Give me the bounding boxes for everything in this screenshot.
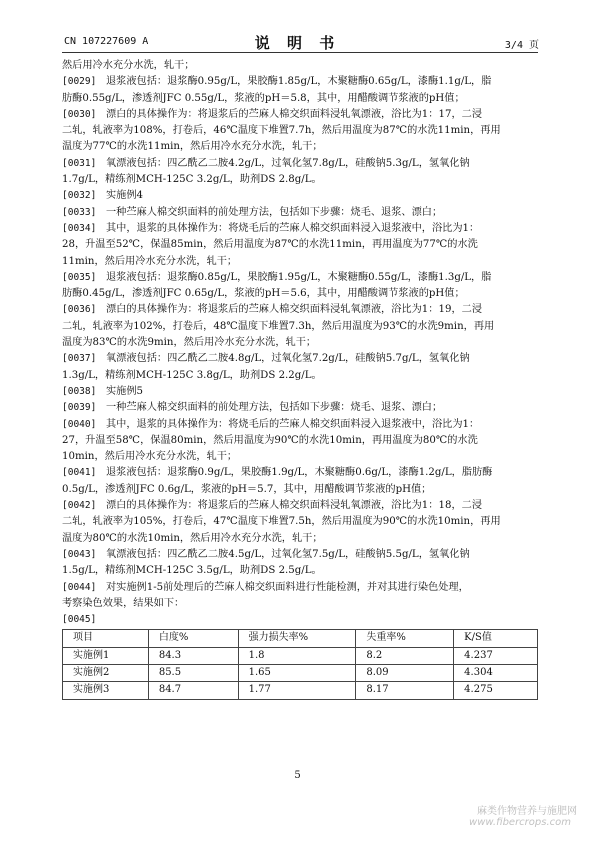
- table-cell: 8.17: [356, 682, 454, 699]
- table-header-cell: 项目: [63, 630, 149, 647]
- text-line: [62, 531, 540, 547]
- paragraph-text: 退浆液包括：退浆酶0.95g/L，果胶酶1.85g/L，木聚糖酶0.65g/L，漆酶1.1g/L，脂: [106, 76, 492, 88]
- paragraph-lines: [62, 58, 540, 628]
- paragraph-text: 肪酶0.55g/L，渗透剂JFC 0.55g/L，浆液的pH＝5.8，其中，用醋酸调节浆液的pH值；: [62, 92, 465, 104]
- text-line: [62, 156, 540, 172]
- text-line: [62, 351, 540, 367]
- table-header-row: [63, 630, 538, 647]
- paragraph-text: 1.5g/L，精练剂MCH-125C 3.5g/L，助剂DS 2.5g/L。: [62, 565, 322, 577]
- paragraph-number: [0037]: [62, 353, 97, 365]
- text-line: [62, 612, 540, 628]
- paragraph-text: 二轧，轧液率为105%，打卷后，47℃温度下堆置7.5h，然后用温度为90℃的水洗10min，再用: [62, 516, 501, 528]
- text-line: [62, 465, 540, 481]
- patent-number: CN 107227609 A: [64, 36, 149, 47]
- paragraph-text: 然后用冷水充分水洗，轧干；: [62, 60, 195, 71]
- text-line: [62, 221, 540, 237]
- text-line: [62, 91, 540, 107]
- paragraph-number: [0029]: [62, 76, 97, 88]
- table-cell: 1.8: [238, 647, 356, 664]
- table-header-cell: K/S值: [454, 630, 538, 647]
- watermark-url: www.fibercrops.com: [469, 817, 571, 828]
- table-cell: 实施例3: [63, 682, 149, 699]
- text-line: [62, 74, 540, 90]
- paragraph-text: 0.5g/L，渗透剂JFC 0.6g/L，浆液的pH＝5.7，其中，用醋酸调节浆液的pH值；: [62, 483, 432, 495]
- paragraph-text: 考察染色效果，结果如下：: [62, 597, 185, 609]
- paragraph-text: 实施例4: [106, 190, 144, 202]
- text-line: [62, 319, 540, 335]
- paragraph-number: [0045]: [62, 614, 97, 626]
- table-cell: 8.2: [356, 647, 454, 664]
- paragraph-text: 温度为80℃的水洗10min，然后用冷水充分水洗，轧干；: [62, 532, 323, 544]
- paragraph-number: [0043]: [62, 548, 97, 560]
- document-body: [62, 58, 540, 700]
- paragraph-number: [0032]: [62, 190, 97, 202]
- text-line: [62, 596, 540, 612]
- paragraph-text: 漂白的具体操作为：将退浆后的苎麻人棉交织面料浸轧氧漂液，浴比为1：19，二浸: [106, 304, 483, 316]
- text-line: [62, 335, 540, 351]
- text-line: [62, 188, 540, 204]
- text-line: [62, 482, 540, 498]
- paragraph-text: 漂白的具体操作为：将退浆后的苎麻人棉交织面料浸轧氧漂液，浴比为1：17，二浸: [106, 108, 483, 120]
- paragraph-text: 1.7g/L，精练剂MCH-125C 3.2g/L，助剂DS 2.8g/L。: [62, 174, 322, 186]
- paragraph-text: 氧漂液包括：四乙酰乙二胺4.8g/L，过氧化氢7.2g/L，硅酸钠5.7g/L，氢氧化钠: [106, 353, 470, 365]
- table-row: [63, 664, 538, 681]
- paragraph-text: 1.3g/L，精练剂MCH-125C 3.8g/L，助剂DS 2.2g/L。: [62, 369, 322, 381]
- paragraph-text: 其中，退浆的具体操作为：将烧毛后的苎麻人棉交织面料浸入退浆液中，浴比为1：: [106, 222, 480, 234]
- paragraph-text: 退浆液包括：退浆酶0.9g/L，果胶酶1.9g/L，木聚糖酶0.6g/L，漆酶1.2g/L，脂肪酶: [106, 467, 493, 479]
- text-line: [62, 254, 540, 270]
- paragraph-text: 温度为77℃的水洗11min，然后用冷水充分水洗，轧干；: [62, 141, 323, 153]
- paragraph-text: 退浆液包括：退浆酶0.85g/L，果胶酶1.95g/L，木聚糖酶0.55g/L，漆酶1.3g/L，脂: [106, 271, 492, 283]
- table-cell: 4.275: [454, 682, 538, 699]
- table-header-cell: 失重率%: [356, 630, 454, 647]
- paragraph-number: [0044]: [62, 581, 97, 593]
- paragraph-text: 11min，然后用冷水充分水洗，轧干；: [62, 255, 238, 267]
- paragraph-text: 温度为83℃的水洗9min，然后用冷水充分水洗，轧干；: [62, 337, 317, 349]
- table-header-cell: 白度%: [148, 630, 238, 647]
- paragraph-number: [0035]: [62, 271, 97, 283]
- text-line: [62, 172, 540, 188]
- table-cell: 4.237: [454, 647, 538, 664]
- paragraph-number: [0041]: [62, 467, 97, 479]
- text-line: [62, 302, 540, 318]
- paragraph-text: 氧漂液包括：四乙酰乙二胺4.2g/L，过氧化氢7.8g/L，硅酸钠5.3g/L，氢氧化钠: [106, 157, 470, 169]
- text-line: [62, 384, 540, 400]
- text-line: [62, 498, 540, 514]
- text-line: [62, 433, 540, 449]
- header-rule: [62, 52, 538, 53]
- document-title: 说 明 书: [254, 34, 341, 52]
- paragraph-text: 一种苎麻人棉交织面料的前处理方法，包括如下步骤：烧毛、退浆、漂白；: [106, 402, 443, 414]
- table-cell: 1.65: [238, 664, 356, 681]
- paragraph-number: [0030]: [62, 108, 97, 120]
- text-line: [62, 514, 540, 530]
- paragraph-text: 27，升温至58℃，保温80min，然后用温度为90℃的水洗10min，再用温度为80℃的水洗: [62, 434, 478, 446]
- text-line: [62, 368, 540, 384]
- text-line: [62, 139, 540, 155]
- table-cell: 84.3: [148, 647, 238, 664]
- page-number: 5: [294, 770, 301, 781]
- paragraph-number: [0031]: [62, 157, 97, 169]
- text-line: [62, 286, 540, 302]
- paragraph-text: 对实施例1-5前处理后的苎麻人棉交织面料进行性能检测，并对其进行染色处理，: [106, 581, 469, 593]
- paragraph-text: 氧漂液包括：四乙酰乙二胺4.5g/L，过氧化氢7.5g/L，硅酸钠5.5g/L，氢氧化钠: [106, 548, 470, 560]
- table-header-cell: 强力损失率%: [238, 630, 356, 647]
- table-cell: 4.304: [454, 664, 538, 681]
- text-line: [62, 205, 540, 221]
- text-line: [62, 237, 540, 253]
- text-line: [62, 400, 540, 416]
- text-line: [62, 449, 540, 465]
- paragraph-text: 肪酶0.45g/L，渗透剂JFC 0.65g/L，浆液的pH＝5.6，其中，用醋酸调节浆液的pH值；: [62, 288, 465, 300]
- table-row: [63, 647, 538, 664]
- paragraph-text: 漂白的具体操作为：将退浆后的苎麻人棉交织面料浸轧氧漂液，浴比为1：18，二浸: [106, 500, 483, 512]
- paragraph-number: [0039]: [62, 402, 97, 414]
- table-cell: 实施例1: [63, 647, 149, 664]
- paragraph-number: [0038]: [62, 385, 97, 397]
- text-line: [62, 580, 540, 596]
- text-line: [62, 563, 540, 579]
- paragraph-text: 二轧，轧液率为108%，打卷后，46℃温度下堆置7.7h，然后用温度为87℃的水洗11min，再用: [62, 125, 501, 137]
- table-cell: 1.77: [238, 682, 356, 699]
- table-cell: 84.7: [148, 682, 238, 699]
- text-line: [62, 270, 540, 286]
- paragraph-text: 其中，退浆的具体操作为：将烧毛后的苎麻人棉交织面料浸入退浆液中，浴比为1：: [106, 418, 480, 430]
- paragraph-text: 一种苎麻人棉交织面料的前处理方法，包括如下步骤：烧毛、退浆、漂白；: [106, 206, 443, 218]
- table-row: [63, 682, 538, 699]
- paragraph-text: 28，升温至52℃，保温85min，然后用温度为87℃的水洗11min，再用温度为77℃的水洗: [62, 239, 478, 251]
- watermark-site-name: 麻类作物营养与施肥网: [477, 806, 577, 817]
- results-table: [62, 629, 538, 699]
- text-line: [62, 547, 540, 563]
- paragraph-text: 二轧，轧液率为102%，打卷后，48℃温度下堆置7.3h，然后用温度为93℃的水洗9min，再用: [62, 320, 495, 332]
- paragraph-number: [0042]: [62, 500, 97, 512]
- table-cell: 85.5: [148, 664, 238, 681]
- paragraph-number: [0033]: [62, 206, 97, 218]
- text-line: [62, 417, 540, 433]
- page-indicator: 3/4 页: [504, 40, 539, 51]
- table-cell: 实施例2: [63, 664, 149, 681]
- paragraph-number: [0036]: [62, 304, 97, 316]
- paragraph-number: [0040]: [62, 418, 97, 430]
- text-line: [62, 107, 540, 123]
- text-line: [62, 123, 540, 139]
- table-cell: 8.09: [356, 664, 454, 681]
- text-line: [62, 58, 540, 74]
- paragraph-text: 10min，然后用冷水充分水洗，轧干；: [62, 451, 238, 463]
- paragraph-number: [0034]: [62, 222, 97, 234]
- paragraph-text: 实施例5: [106, 385, 144, 397]
